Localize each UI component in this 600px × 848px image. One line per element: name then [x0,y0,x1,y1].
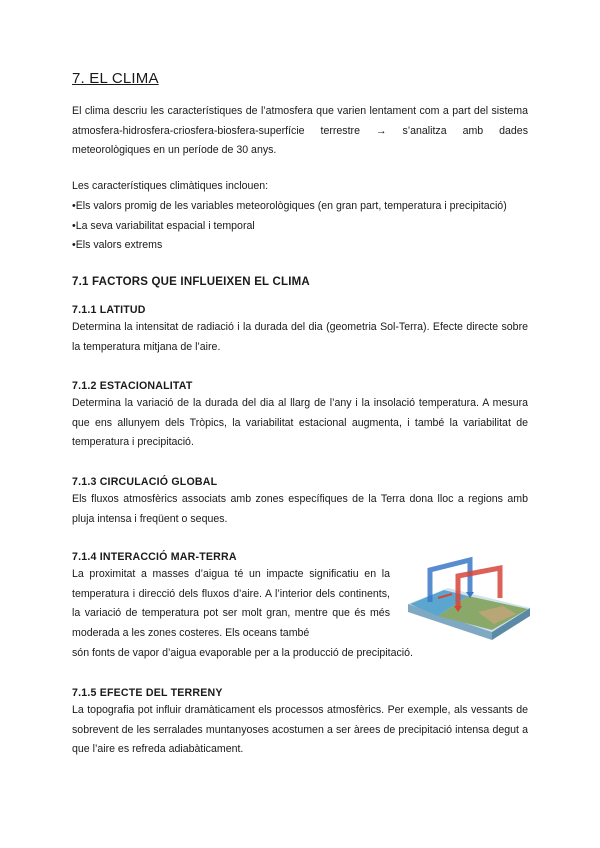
subsection-heading-circulacio: 7.1.3 CIRCULACIÓ GLOBAL [72,476,218,488]
subsection-text-latitud: Determina la intensitat de radiació i la durada del dia (geometria Sol-Terra). Efecte directe sobre la temperatura mitjana de l’aire. [72,321,528,353]
section-heading: 7.1 FACTORS QUE INFLUEIXEN EL CLIMA [72,276,310,288]
subsection-heading-interaccio: 7.1.4 INTERACCIÓ MAR-TERRA [72,551,237,563]
subsection-heading-estacionalitat: 7.1.2 ESTACIONALITAT [72,380,193,392]
subsection-text-interaccio-cont: són fonts de vapor d’aigua evaporable per a la producció de precipitació. [72,647,413,659]
list-item: •Els valors promig de les variables meteorològiques (en gran part, temperatura i precipitació) [72,200,507,212]
subsection-heading-latitud: 7.1.1 LATITUD [72,304,146,316]
intro-paragraph: El clima descriu les característiques de l’atmosfera que varien lentament com a part del sistema atmosfera-hidrosfera-criosfera-biosfera-superfície terrestre → s’analitza amb dades meteorològiques en un període de 30 anys. [72,105,528,157]
subsection-text-interaccio: La proximitat a masses d’aigua té un impacte significatiu en la temperatura i direcció dels fluxos d’aire. A l’interior dels continents, la variació de temperatura pot ser molt gran, mentre que és més moderada a les zones costeres. Els oceans també [72,568,390,639]
characteristics-list [72,197,528,256]
page-title: 7. EL CLIMA [72,70,159,87]
subsection-text-circulacio: Els fluxos atmosfèrics associats amb zones específiques de la Terra dona lloc a regions amb pluja intensa i freqüent o seques. [72,493,528,525]
list-item: •Els valors extrems [72,239,163,252]
subsection-text-estacionalitat: Determina la variació de la durada del dia al llarg de l’any i la insolació temperatura. A mesura que ens allunyem dels Tròpics, la variabilitat estacional augmenta, i també la variabilitat de temperatura i precipitació. [72,397,528,449]
list-item: •La seva variabilitat espacial i temporal [72,219,255,232]
sea-land-circulation-figure [408,546,530,640]
subsection-text-terreny: La topografia pot influir dramàticament els processos atmosfèrics. Per exemple, als vessants de sobrevent de les serralades muntanyoses acostumen a ser àrees de precipitació intensa degut a que l’aire es refreda adiabàticament. [72,704,528,756]
subsection-heading-terreny: 7.1.5 EFECTE DEL TERRENY [72,687,223,699]
characteristics-intro: Les característiques climàtiques inclouen: [72,180,269,192]
